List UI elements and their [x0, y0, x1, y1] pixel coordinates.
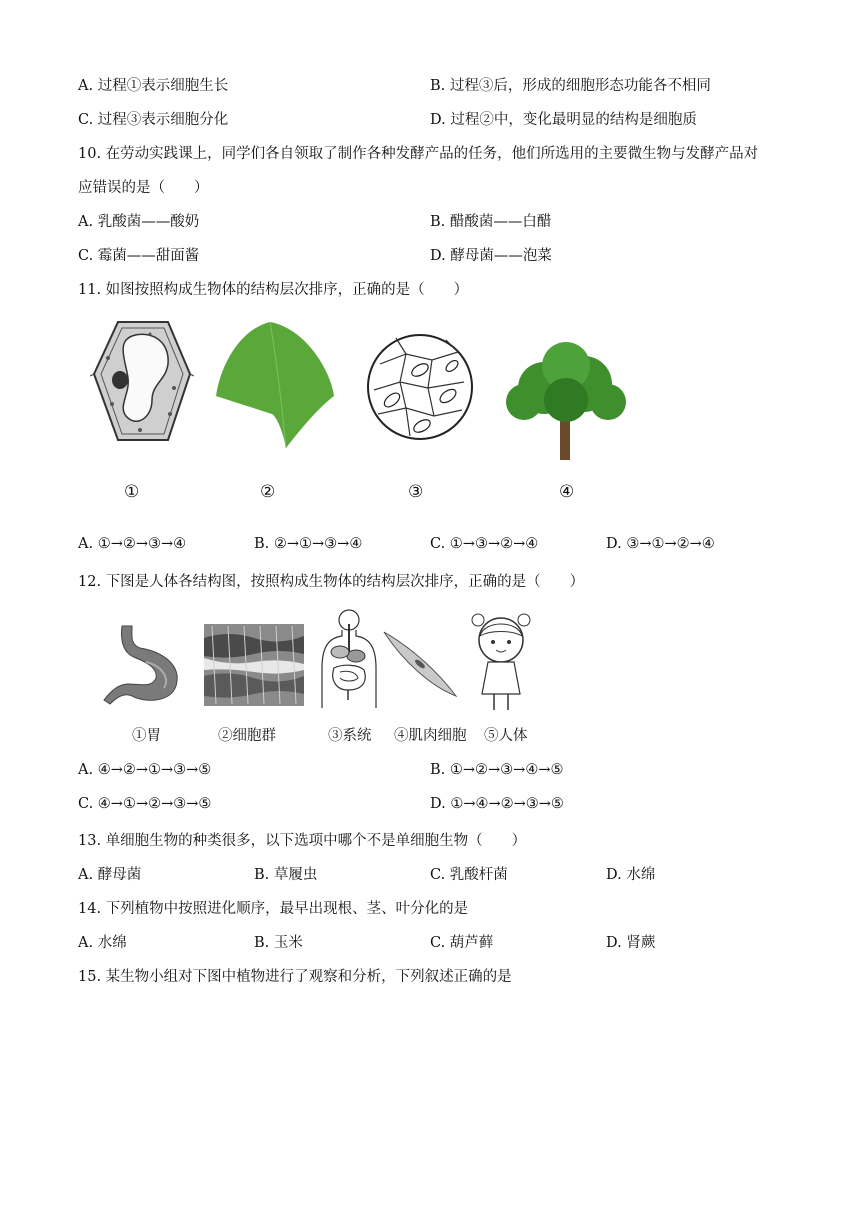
stomach-figure [102, 622, 186, 716]
q12-option-b: B. ①→②→③→④→⑤ [430, 762, 564, 778]
q13-option-c: C. 乳酸杆菌 [430, 867, 508, 883]
tissue-photo-figure [204, 624, 304, 710]
q10-option-d: D. 酵母菌——泡菜 [430, 248, 552, 264]
q11-figure-label-4: ④ [559, 482, 575, 502]
q13-option-a: A. 酵母菌 [78, 867, 142, 883]
q14-option-b: B. 玉米 [254, 935, 303, 951]
q12-caption-human: ⑤人体 [484, 728, 528, 744]
q14-option-c: C. 葫芦藓 [430, 935, 494, 951]
q12-option-a: A. ④→②→①→③→⑤ [78, 762, 212, 778]
q11-figure-label-3: ③ [408, 482, 424, 502]
q11-option-b: B. ②→①→③→④ [254, 536, 363, 552]
q13-stem: 13. 单细胞生物的种类很多，以下选项中哪个不是单细胞生物（ ） [78, 833, 527, 849]
q10-stem-line1: 10. 在劳动实践课上，同学们各自领取了制作各种发酵产品的任务，他们所选用的主要微生物与发酵产品对 [78, 146, 759, 162]
digestive-system-figure [318, 608, 380, 716]
q10-option-a: A. 乳酸菌——酸奶 [78, 214, 200, 230]
q11-stem: 11. 如图按照构成生物体的结构层次排序，正确的是（ ） [78, 282, 469, 298]
muscle-cell-figure [382, 628, 458, 704]
q9-option-b: B. 过程③后，形成的细胞形态功能各不相同 [430, 78, 711, 94]
ginkgo-leaf-figure [214, 318, 336, 454]
q14-option-a: A. 水绵 [78, 935, 127, 951]
q15-stem: 15. 某生物小组对下图中植物进行了观察和分析，下列叙述正确的是 [78, 969, 512, 985]
tissue-figure [366, 324, 474, 454]
human-child-figure [468, 610, 534, 718]
q13-option-d: D. 水绵 [606, 867, 656, 883]
q10-option-c: C. 霉菌——甜面酱 [78, 248, 200, 264]
q9-option-c: C. 过程③表示细胞分化 [78, 112, 229, 128]
q14-stem: 14. 下列植物中按照进化顺序，最早出现根、茎、叶分化的是 [78, 901, 469, 917]
q10-option-b: B. 醋酸菌——白醋 [430, 214, 552, 230]
plant-cell-figure [90, 318, 194, 448]
q12-option-c: C. ④→①→②→③→⑤ [78, 796, 212, 812]
q9-option-a: A. 过程①表示细胞生长 [78, 78, 229, 94]
q12-caption-stomach: ①胃 [132, 728, 161, 744]
q10-stem-line2: 应错误的是（ ） [78, 180, 209, 196]
q14-option-d: D. 肾蕨 [606, 935, 656, 951]
q12-option-d: D. ①→④→②→③→⑤ [430, 796, 564, 812]
tree-figure [504, 340, 628, 466]
q13-option-b: B. 草履虫 [254, 867, 318, 883]
q12-caption-system: ③系统 [328, 728, 372, 744]
q11-option-a: A. ①→②→③→④ [78, 536, 187, 552]
q11-option-d: D. ③→①→②→④ [606, 536, 715, 552]
q11-option-c: C. ①→③→②→④ [430, 536, 539, 552]
q12-stem: 12. 下图是人体各结构图，按照构成生物体的结构层次排序，正确的是（ ） [78, 574, 585, 590]
q11-figure-label-1: ① [124, 482, 140, 502]
q9-option-d: D. 过程②中，变化最明显的结构是细胞质 [430, 112, 697, 128]
q12-caption-cell-group: ②细胞群 [218, 728, 276, 744]
q11-figure-label-2: ② [260, 482, 276, 502]
q12-caption-muscle-cell: ④肌肉细胞 [394, 728, 467, 744]
